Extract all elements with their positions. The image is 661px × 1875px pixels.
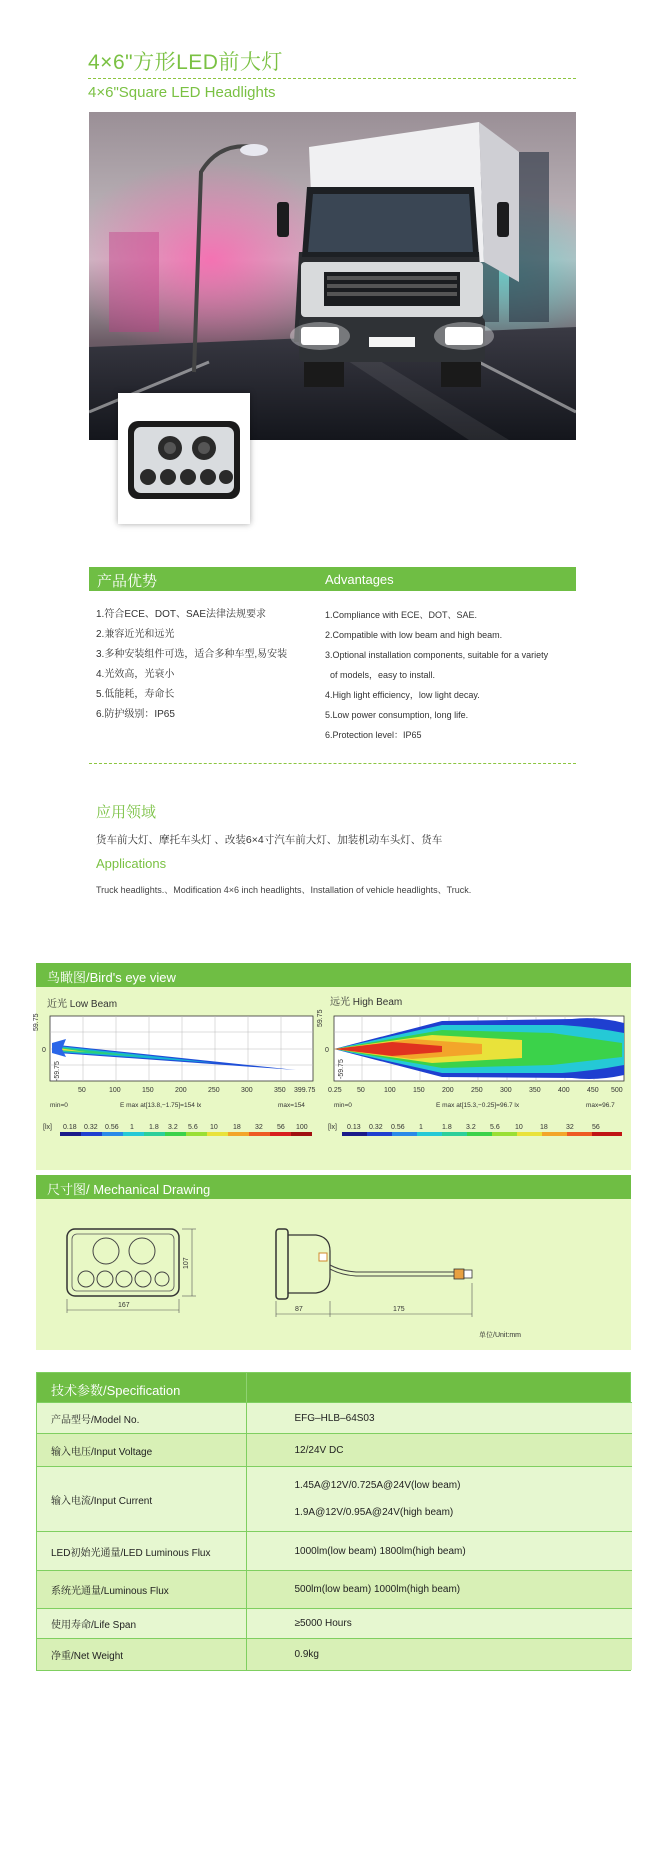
scale-label: [lx] <box>43 1124 52 1131</box>
x-tick-label: 399.75 <box>294 1087 316 1094</box>
table-row <box>37 1571 632 1609</box>
list-item: 5.Low power consumption, long life. <box>325 710 469 720</box>
scale-label: 0.56 <box>391 1124 405 1131</box>
y-tick-label: 0 <box>325 1047 329 1054</box>
scale-label: [lx] <box>328 1124 337 1131</box>
x-tick-label: 50 <box>78 1087 86 1094</box>
page-title: 4×6"方形LED前大灯 <box>88 51 283 74</box>
scale-label: 56 <box>592 1124 600 1131</box>
x-tick-label: 300 <box>500 1087 512 1094</box>
x-tick-label: 200 <box>175 1087 187 1094</box>
x-tick-label: 350 <box>274 1087 286 1094</box>
emax-label: E max at[15.3,−0.25]=96.7 lx <box>436 1102 520 1109</box>
x-tick-label: 250 <box>208 1087 220 1094</box>
scale-label: 1.8 <box>442 1124 452 1131</box>
list-item: 3.多种安装组件可选，适合多种车型,易安装 <box>96 649 288 660</box>
spec-value-line: 1.9A@12V/0.95A@24V(high beam) <box>294 1507 454 1518</box>
dim-width: 167 <box>118 1302 130 1309</box>
spec-key: 系统光通量/Luminous Flux <box>37 1571 246 1609</box>
dim-depth: 87 <box>295 1306 303 1313</box>
y-tick-label: -59.75 <box>54 1061 61 1081</box>
spec-value: 12/24V DC <box>246 1434 632 1467</box>
birds-eye-panel <box>33 963 631 1170</box>
scale-label: 0.32 <box>84 1124 98 1131</box>
min-label: min=0 <box>50 1102 68 1109</box>
applications-text-en: Truck headlights.、Modification 4×6 inch headlights、Installation of vehicle headlights、Truck. <box>96 885 472 895</box>
table-row <box>37 1639 632 1670</box>
spec-key: 输入电压/Input Voltage <box>37 1434 246 1467</box>
list-item: 6.防护级别：IP65 <box>96 709 175 720</box>
advantages-list-en <box>325 605 548 745</box>
spec-value <box>246 1467 632 1532</box>
high-beam-scale <box>322 1120 627 1144</box>
spec-value: ≥5000 Hours <box>246 1609 632 1639</box>
x-tick-label: 50 <box>357 1087 365 1094</box>
scale-label: 3.2 <box>168 1124 178 1131</box>
x-tick-label: 300 <box>241 1087 253 1094</box>
divider <box>89 763 576 764</box>
applications-title-en: Applications <box>96 856 167 871</box>
max-label: max=154 <box>278 1102 305 1109</box>
dim-cable: 175 <box>393 1306 405 1313</box>
y-tick-label: 59.75 <box>33 1013 40 1031</box>
table-row <box>37 1403 632 1434</box>
x-tick-label: 0.25 <box>328 1087 342 1094</box>
truck-photo <box>89 112 576 440</box>
birds-eye-title: 鸟瞰图/Bird's eye view <box>47 970 176 985</box>
low-beam-scale <box>36 1120 316 1144</box>
spec-key: LED初始光通量/LED Luminous Flux <box>37 1532 246 1571</box>
spec-value: EFG–HLB–64S03 <box>246 1403 632 1434</box>
scale-label: 0.13 <box>347 1124 361 1131</box>
low-beam-plot <box>33 1013 316 1113</box>
mechanical-header <box>36 1175 631 1199</box>
x-tick-label: 100 <box>384 1087 396 1094</box>
x-tick-label: 450 <box>587 1087 599 1094</box>
scale-label: 32 <box>566 1124 574 1131</box>
scale-label: 0.18 <box>63 1124 77 1131</box>
list-item: 1.符合ECE、DOT、SAE法律法规要求 <box>96 609 267 620</box>
x-tick-label: 150 <box>413 1087 425 1094</box>
list-item: 6.Protection level：IP65 <box>325 730 422 740</box>
advantages-title-cn: 产品优势 <box>97 573 158 590</box>
x-tick-label: 500 <box>611 1087 623 1094</box>
scale-label: 5.6 <box>188 1124 198 1131</box>
x-tick-label: 100 <box>109 1087 121 1094</box>
list-item: 5.低能耗，寿命长 <box>96 689 175 700</box>
spec-header <box>37 1373 630 1402</box>
max-label: max=96.7 <box>586 1102 615 1109</box>
spec-key: 净重/Net Weight <box>37 1639 246 1670</box>
spec-key: 输入电流/Input Current <box>37 1467 246 1532</box>
x-tick-label: 200 <box>442 1087 454 1094</box>
spec-title: 技术参数/Specification <box>51 1383 181 1398</box>
x-tick-label: 350 <box>529 1087 541 1094</box>
scale-label: 32 <box>255 1124 263 1131</box>
high-beam-label: 远光 High Beam <box>330 997 403 1008</box>
scale-label: 1 <box>419 1124 423 1131</box>
dim-height: 107 <box>183 1257 190 1269</box>
table-row <box>37 1467 632 1532</box>
x-tick-label: 400 <box>558 1087 570 1094</box>
list-item: 1.Compliance with ECE、DOT、SAE. <box>325 610 478 620</box>
scale-label: 100 <box>296 1124 308 1131</box>
advantages-title-en: Advantages <box>325 572 394 587</box>
unit-label: 单位/Unit:mm <box>479 1332 521 1339</box>
spec-key: 使用寿命/Life Span <box>37 1609 246 1639</box>
low-beam-label: 近光 Low Beam <box>47 999 118 1010</box>
spec-key: 产品型号/Model No. <box>37 1403 246 1434</box>
spec-value: 1000lm(low beam) 1800lm(high beam) <box>246 1532 632 1571</box>
scale-label: 0.56 <box>105 1124 119 1131</box>
page-subtitle: 4×6"Square LED Headlights <box>88 84 276 101</box>
mechanical-drawing <box>36 1199 631 1350</box>
spec-value: 500lm(low beam) 1000lm(high beam) <box>246 1571 632 1609</box>
birds-eye-header <box>36 963 631 987</box>
table-row <box>37 1434 632 1467</box>
table-row <box>37 1532 632 1571</box>
applications-text-cn: 货车前大灯、摩托车头灯 、改装6×4寸汽车前大灯、加装机动车头灯、货车 <box>96 834 443 846</box>
scale-label: 1.8 <box>149 1124 159 1131</box>
min-label: min=0 <box>334 1102 352 1109</box>
scale-label: 0.32 <box>369 1124 383 1131</box>
spec-value-line: 1.45A@12V/0.725A@24V(low beam) <box>294 1480 461 1491</box>
scale-label: 10 <box>515 1124 523 1131</box>
advantages-list-cn <box>96 605 287 725</box>
scale-label: 56 <box>277 1124 285 1131</box>
y-tick-label: 0 <box>42 1047 46 1054</box>
scale-label: 10 <box>210 1124 218 1131</box>
scale-label: 3.2 <box>466 1124 476 1131</box>
advantages-header <box>89 567 576 591</box>
list-item: of models，easy to install. <box>330 670 436 680</box>
spec-table <box>36 1372 631 1671</box>
mechanical-panel <box>36 1175 631 1350</box>
list-item: 4.High light efficiency，low light decay. <box>325 690 480 700</box>
y-tick-label: 59.75 <box>317 1009 324 1027</box>
list-item: 2.Compatible with low beam and high beam. <box>325 630 503 640</box>
scale-label: 5.6 <box>490 1124 500 1131</box>
list-item: 2.兼容近光和远光 <box>96 629 175 640</box>
applications-title-cn: 应用领域 <box>96 804 157 821</box>
high-beam-plot <box>317 1009 627 1113</box>
x-tick-label: 250 <box>471 1087 483 1094</box>
product-image <box>118 393 250 524</box>
scale-label: 18 <box>540 1124 548 1131</box>
table-row <box>37 1609 632 1639</box>
list-item: 4.光效高，光衰小 <box>96 669 175 680</box>
scale-label: 1 <box>130 1124 134 1131</box>
spec-value: 0.9kg <box>246 1639 632 1670</box>
divider <box>88 78 576 79</box>
scale-label: 18 <box>233 1124 241 1131</box>
list-item: 3.Optional installation components, suitable for a variety <box>325 650 549 660</box>
y-tick-label: -59.75 <box>338 1059 345 1079</box>
x-tick-label: 150 <box>142 1087 154 1094</box>
emax-label: E max at[13.8,−1.75]=154 lx <box>120 1102 202 1109</box>
mechanical-title: 尺寸图/ Mechanical Drawing <box>47 1182 211 1197</box>
